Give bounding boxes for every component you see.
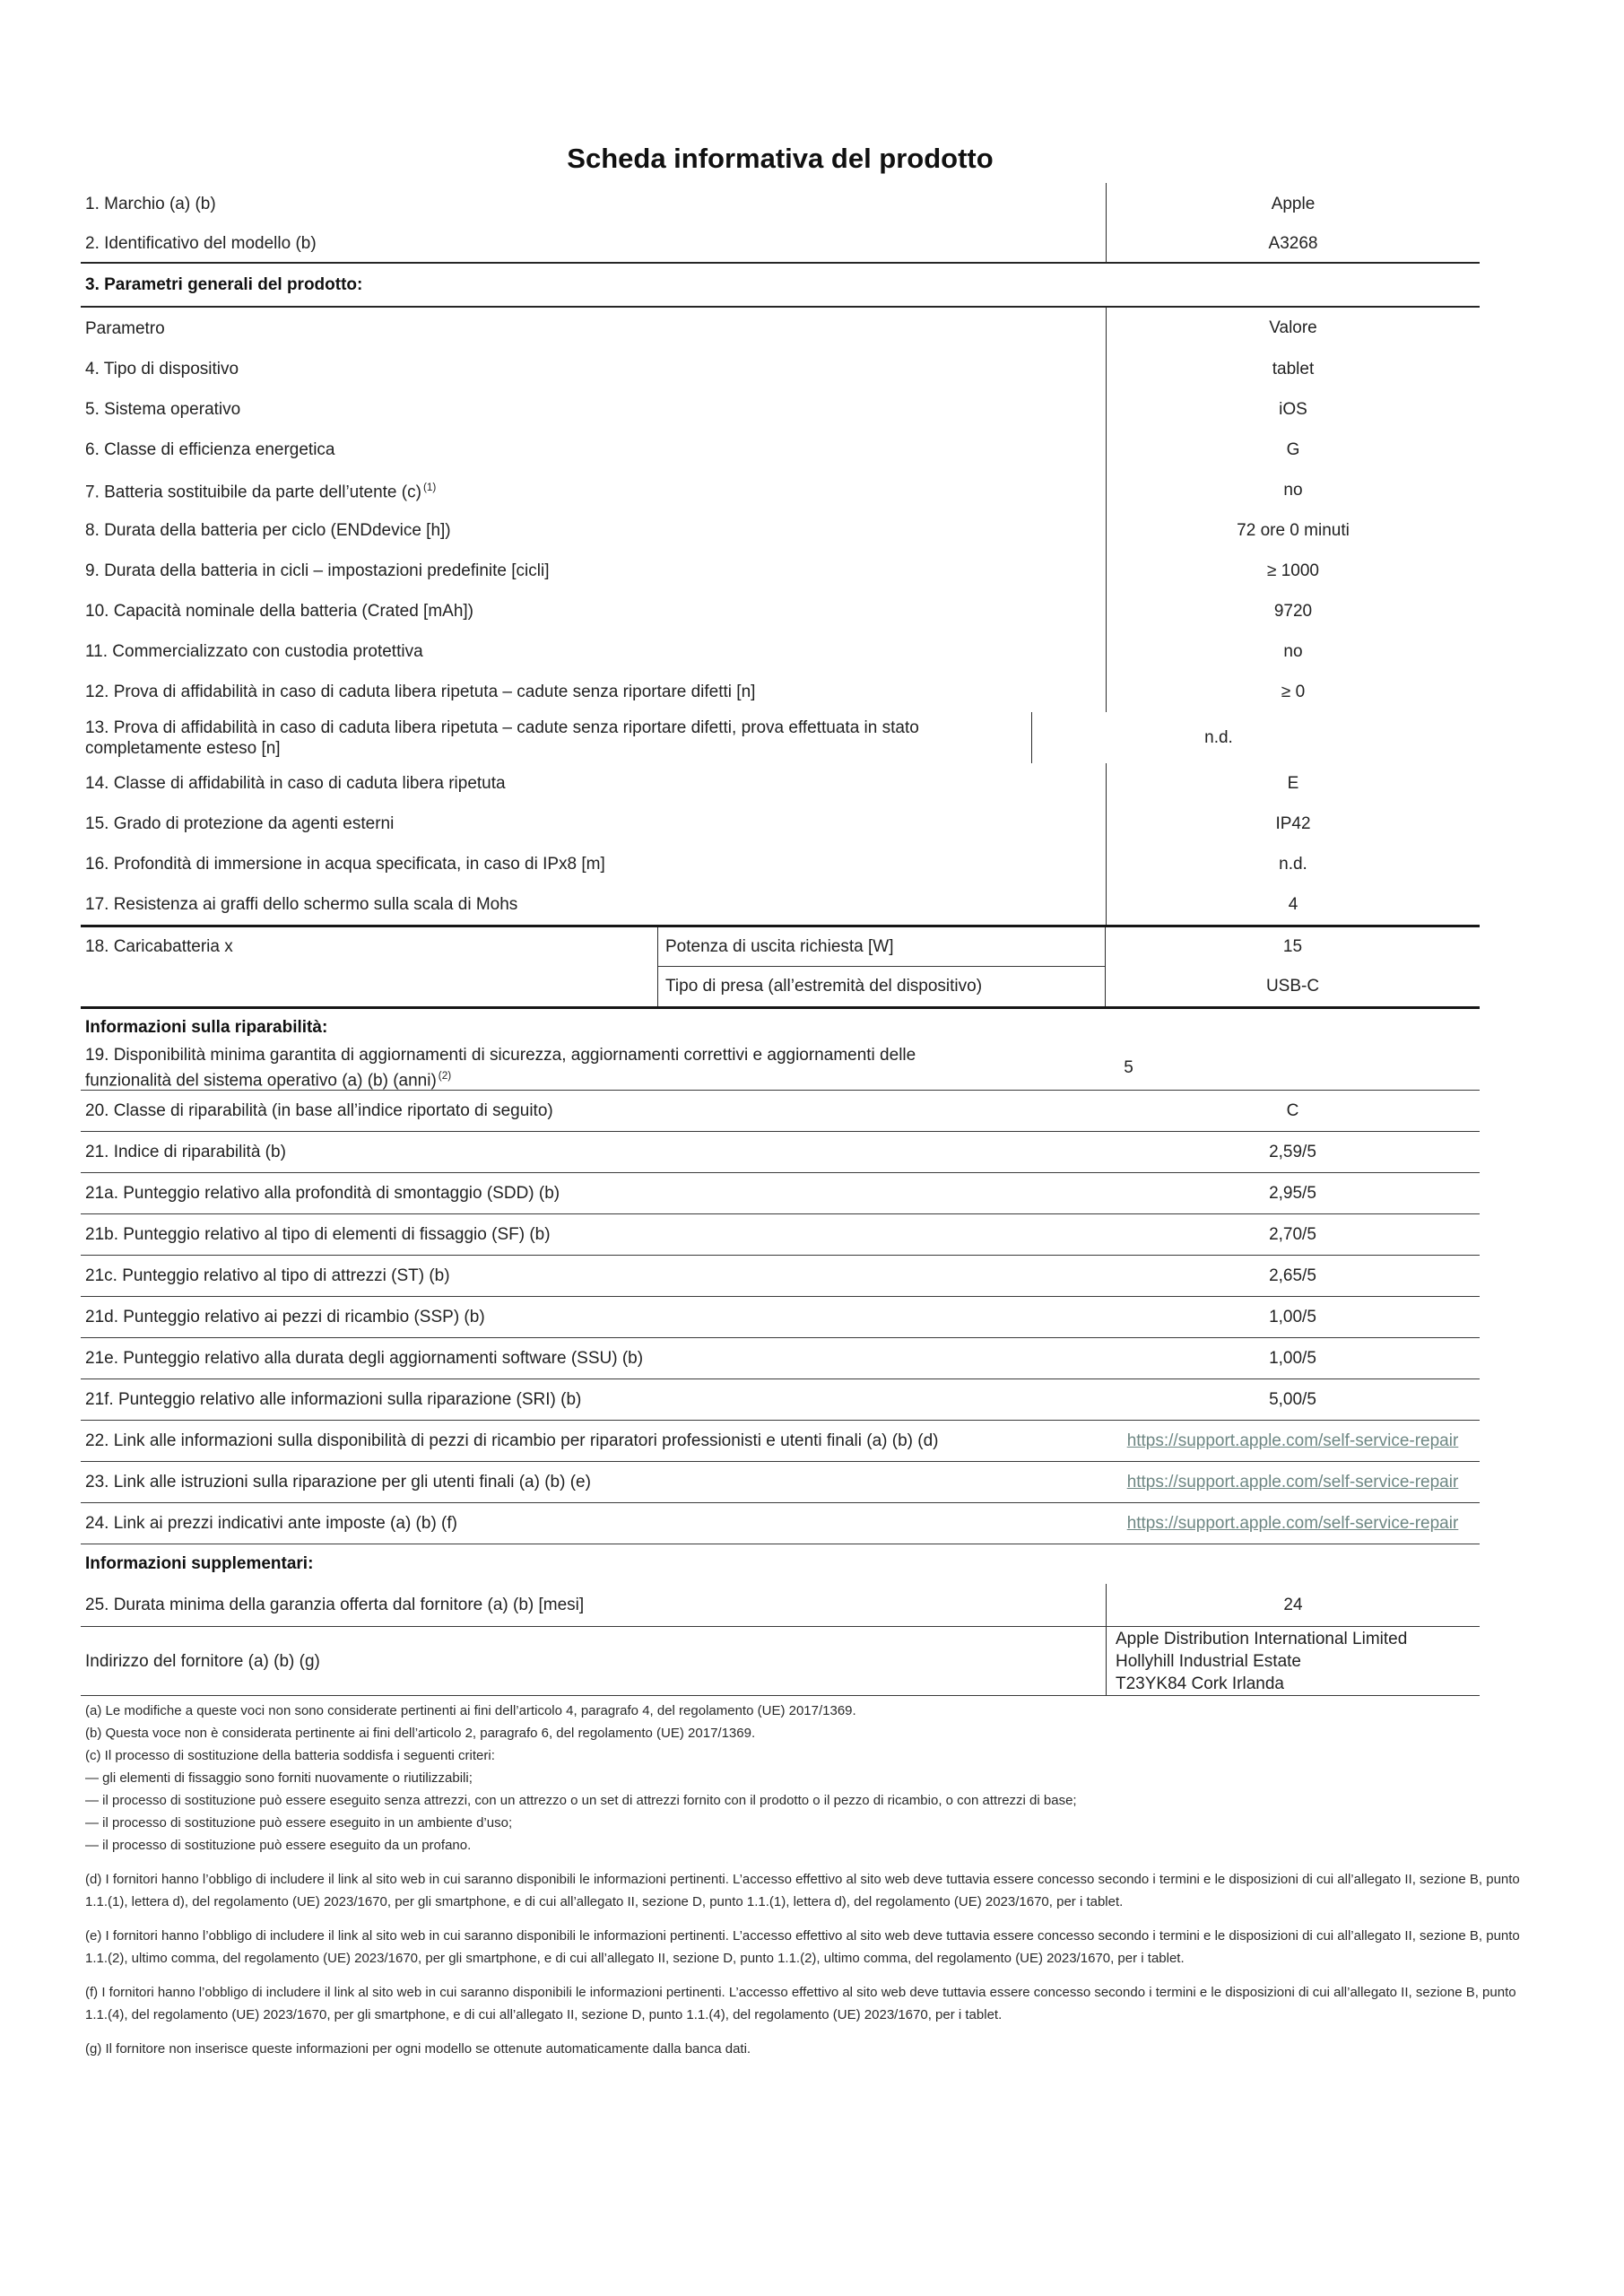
table-column-header-row [81, 308, 1480, 349]
row-label: Indirizzo del fornitore (a) (b) (g) [85, 1651, 320, 1671]
footnote-marker: (1) [422, 482, 437, 494]
row-label: 12. Prova di affidabilità in caso di caduta libera ripetuta – cadute senza riportare difetti [n] [85, 683, 756, 701]
row-label: 7. Batteria sostituibile da parte dell’utente (c) $^{(1)}$ [85, 482, 437, 502]
table-row [81, 1214, 1480, 1256]
charger-sub-values [1106, 927, 1480, 1006]
product-information-sheet [81, 142, 1520, 2060]
charger-sub-value: USB-C [1265, 977, 1320, 996]
repair-instructions-link[interactable]: https://support.apple.com/self-service-repair [1126, 1472, 1459, 1492]
footnote-e: (e) I fornitori hanno l’obbligo di includere il link al sito web in cui saranno disponibili le informazioni pertinenti. L’accesso effettivo al sito web deve tuttavia essere concesso secondo i termini e le disposizioni di cui all’allegato II, sezione B, punto 1.1.(2), ultimo comma, del regolamento (UE) 2023/1670, per gli smartphone, e di cui all’allegato II, sezione D, punto 1.1.(2), ultimo comma, del regolamento (UE) 2023/1670, per i tablet. [85, 1928, 1520, 1966]
row-label: 5. Sistema operativo [85, 400, 241, 419]
row-value: 24 [1106, 1584, 1480, 1626]
footnote-c-item: — gli elementi di fissaggio sono forniti nuovamente o riutilizzabili; [85, 1770, 473, 1786]
row-value: 9720 [1106, 591, 1480, 631]
table-row [81, 1132, 1480, 1173]
table-row [81, 763, 1480, 804]
row-label: 21f. Punteggio relativo alle informazioni sulla riparazione (SRI) (b) [85, 1390, 582, 1409]
table-row [81, 804, 1480, 844]
row-label: 21c. Punteggio relativo al tipo di attrezzi (ST) (b) [85, 1266, 450, 1285]
table-row [81, 1256, 1480, 1297]
row-value: 5 [1124, 1058, 1133, 1077]
row-value: 2,65/5 [1269, 1265, 1316, 1285]
table-row [81, 1091, 1480, 1132]
row-label: 13. Prova di affidabilità in caso di caduta libera ripetuta – cadute senza riportare difetti, prova effettuata in stato completamente esteso [n] [85, 718, 919, 758]
row-value: no [1106, 631, 1480, 672]
indicative-prices-link[interactable]: https://support.apple.com/self-service-repair [1126, 1513, 1459, 1533]
row-label: 21a. Punteggio relativo alla profondità di smontaggio (SDD) (b) [85, 1184, 560, 1203]
table-row [81, 470, 1480, 510]
row-label: 6. Classe di efficienza energetica [85, 440, 335, 459]
charger-sub-label: Potenza di uscita richiesta [W] [658, 927, 1105, 967]
table-row [81, 712, 1480, 763]
charger-row [81, 925, 1480, 1009]
table-row-updates [81, 1047, 1480, 1091]
row-value [1106, 1462, 1480, 1502]
row-label: 16. Profondità di immersione in acqua specificata, in caso di IPx8 [m] [85, 855, 605, 874]
table-row [81, 1173, 1480, 1214]
row-label: 8. Durata della batteria per ciclo (ENDdevice [h]) [85, 521, 451, 540]
spare-parts-link[interactable]: https://support.apple.com/self-service-repair [1126, 1431, 1459, 1450]
table-row [81, 349, 1480, 389]
row-value: 72 ore 0 minuti [1106, 510, 1480, 551]
footnote-c-item: — il processo di sostituzione può essere eseguito senza attrezzi, con un attrezzo o un set di attrezzi fornito con il prodotto o il pezzo di ricambio, o con attrezzi di base; [85, 1793, 1077, 1808]
value-col-header: Valore [1106, 308, 1480, 349]
row-value: ≥ 0 [1106, 672, 1480, 712]
charger-sub-labels [657, 927, 1106, 1006]
address-line: Apple Distribution International Limited [1116, 1629, 1408, 1648]
row-value: n.d. [1031, 712, 1405, 763]
row-value: 1,00/5 [1269, 1348, 1316, 1368]
footnote-c-item: — il processo di sostituzione può essere eseguito in un ambiente d’uso; [85, 1815, 513, 1831]
table-row [81, 631, 1480, 672]
row-value: E [1106, 763, 1480, 804]
row-label: 15. Grado di protezione da agenti esterni [85, 814, 395, 833]
row-value [1106, 1503, 1480, 1544]
footnote-marker: (2) [438, 1070, 452, 1083]
row-label: 21d. Punteggio relativo ai pezzi di ricambio (SSP) (b) [85, 1308, 485, 1326]
row-label: 24. Link ai prezzi indicativi ante imposte (a) (b) (f) [85, 1514, 457, 1533]
table-row [81, 1379, 1480, 1421]
row-value: 1,00/5 [1269, 1307, 1316, 1326]
row-value: n.d. [1106, 844, 1480, 884]
table-row [81, 430, 1480, 470]
table-row [81, 672, 1480, 712]
row-value [1106, 1421, 1480, 1461]
table-row-link [81, 1503, 1480, 1544]
row-label: 23. Link alle istruzioni sulla riparazione per gli utenti finali (a) (b) (e) [85, 1473, 591, 1492]
row-label: 14. Classe di affidabilità in caso di caduta libera ripetuta [85, 774, 506, 793]
table-row [81, 510, 1480, 551]
table-row [81, 591, 1480, 631]
row-label: 21b. Punteggio relativo al tipo di elementi di fissaggio (SF) (b) [85, 1225, 551, 1244]
repairability-header: Informazioni sulla riparabilità: [85, 1018, 328, 1037]
table-row [81, 1338, 1480, 1379]
row-value: no [1106, 470, 1480, 510]
table-row [81, 1297, 1480, 1338]
row-value: A3268 [1106, 225, 1480, 262]
address-line: T23YK84 Cork Irlanda [1116, 1674, 1284, 1693]
row-value: tablet [1106, 349, 1480, 389]
table-row [81, 884, 1480, 925]
row-label: 21e. Punteggio relativo alla durata degli aggiornamenti software (SSU) (b) [85, 1349, 644, 1368]
footnote-c: (c) Il processo di sostituzione della batteria soddisfa i seguenti criteri: [85, 1748, 495, 1763]
row-label: 1. Marchio (a) (b) [85, 195, 216, 213]
footnotes [81, 1700, 1538, 2060]
footnote-g: (g) Il fornitore non inserisce queste informazioni per ogni modello se ottenute automaticamente dalla banca dati. [85, 2041, 751, 2057]
charger-sub-label: Tipo di presa (all’estremità del dispositivo) [665, 977, 983, 996]
row-label: 10. Capacità nominale della batteria (Crated [mAh]) [85, 602, 474, 621]
param-col-header: Parametro [85, 318, 165, 338]
address-line: Hollyhill Industrial Estate [1116, 1651, 1301, 1671]
footnote-a: (a) Le modifiche a queste voci non sono considerate pertinenti ai fini dell’articolo 4, paragrafo 4, del regolamento (UE) 2017/1369. [85, 1703, 856, 1718]
row-value: IP42 [1106, 804, 1480, 844]
general-params-header: 3. Parametri generali del prodotto: [81, 262, 1480, 308]
footnote-b: (b) Questa voce non è considerata pertinente ai fini dell’articolo 2, paragrafo 6, del regolamento (UE) 2017/1369. [85, 1726, 756, 1741]
row-value: C [1286, 1100, 1299, 1120]
row-value: G [1106, 430, 1480, 470]
supplier-address [1106, 1627, 1480, 1695]
supplier-address-row [81, 1627, 1480, 1696]
row-label: 2. Identificativo del modello (b) [85, 234, 317, 253]
row-value: 2,59/5 [1269, 1142, 1316, 1161]
table-row-link [81, 1462, 1480, 1503]
row-label: 4. Tipo di dispositivo [85, 360, 239, 378]
row-label: 25. Durata minima della garanzia offerta dal fornitore (a) (b) [mesi] [85, 1596, 585, 1614]
row-label: 11. Commercializzato con custodia protettiva [85, 642, 423, 661]
footnote-f: (f) I fornitori hanno l’obbligo di includere il link al sito web in cui saranno disponibili le informazioni pertinenti. L’accesso effettivo al sito web deve tuttavia essere concesso secondo i termini e le disposizioni di cui all’allegato II, sezione B, punto 1.1.(4), del regolamento (UE) 2023/1670, per gli smartphone, e di cui all’allegato II, sezione D, punto 1.1.(4), del regolamento (UE) 2023/1670, per i tablet. [85, 1985, 1516, 2022]
footnote-d: (d) I fornitori hanno l’obbligo di includere il link al sito web in cui saranno disponibili le informazioni pertinenti. L’accesso effettivo al sito web deve tuttavia essere concesso secondo i termini e le disposizioni di cui all’allegato II, sezione B, punto 1.1.(1), lettera d), del regolamento (UE) 2023/1670, per gli smartphone, e di cui all’allegato II, sezione D, punto 1.1.(1), lettera d), del regolamento (UE) 2023/1670, per i tablet. [85, 1872, 1520, 1909]
table-row-brand [81, 183, 1480, 225]
row-value: 2,95/5 [1269, 1183, 1316, 1203]
supplementary-header: Informazioni supplementari: [85, 1554, 314, 1573]
table-row [81, 844, 1480, 884]
charger-sub-value: 15 [1282, 937, 1303, 956]
row-value: 2,70/5 [1269, 1224, 1316, 1244]
row-value: ≥ 1000 [1106, 551, 1480, 591]
footnote-c-item: — il processo di sostituzione può essere eseguito da un profano. [85, 1838, 472, 1853]
row-value: 4 [1106, 884, 1480, 925]
row-value: 5,00/5 [1269, 1389, 1316, 1409]
page-title: Scheda informativa del prodotto [567, 143, 994, 174]
table-row [81, 551, 1480, 591]
charger-label: 18. Caricabatteria x [85, 937, 233, 956]
row-label: 22. Link alle informazioni sulla disponibilità di pezzi di ricambio per riparatori professionisti e utenti finali (a) (b) (d) [85, 1431, 939, 1450]
row-label: 9. Durata della batteria in cicli – impostazioni predefinite [cicli] [85, 561, 550, 580]
row-value: Apple [1106, 183, 1480, 225]
row-label: 17. Resistenza ai graffi dello schermo sulla scala di Mohs [85, 895, 518, 914]
row-value: iOS [1106, 389, 1480, 430]
row-label: 21. Indice di riparabilità (b) [85, 1143, 286, 1161]
row-label: 20. Classe di riparabilità (in base all’indice riportato di seguito) [85, 1101, 553, 1120]
table-row-link [81, 1421, 1480, 1462]
table-row-model [81, 225, 1480, 262]
row-label: 19. Disponibilità minima garantita di aggiornamenti di sicurezza, aggiornamenti correttivi e aggiornamenti delle funzionalità del sistema operativo (a) (b) (anni) $^{(2)}$ [85, 1046, 916, 1091]
table-row-warranty [81, 1584, 1480, 1627]
table-row [81, 389, 1480, 430]
